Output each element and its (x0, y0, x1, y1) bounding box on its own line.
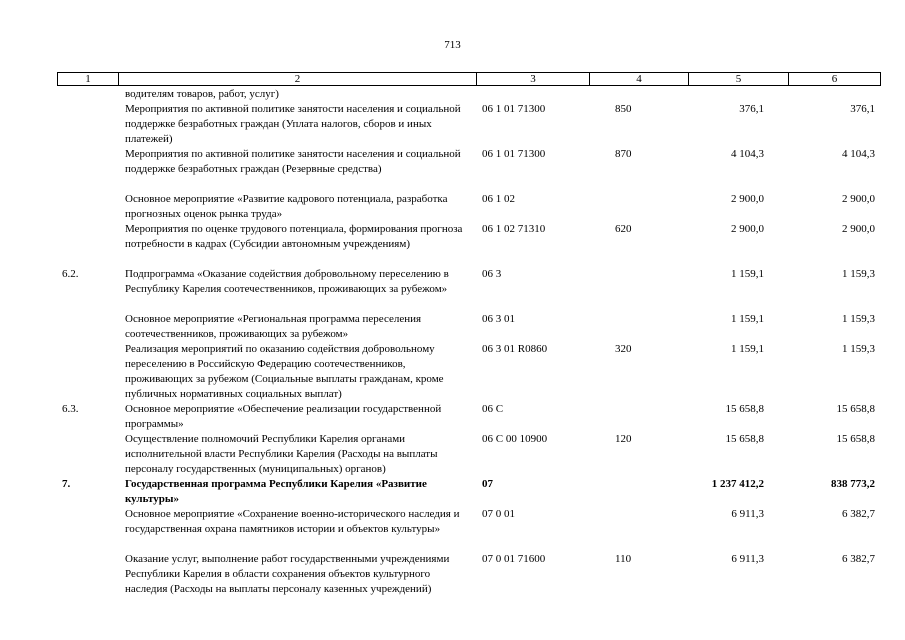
row-name: Основное мероприятие «Региональная программа переселения соотечественников, проживающих за рубежом» (125, 313, 422, 340)
table-row (57, 477, 881, 507)
row-name: водителям товаров, работ, услуг) (125, 88, 279, 100)
row-number: 6.3. (62, 403, 79, 415)
row-code: 06 3 01 (482, 313, 515, 325)
row-code: 07 0 01 (482, 508, 515, 520)
row-name: Основное мероприятие «Обеспечение реализации государственной программы» (125, 403, 442, 430)
row-value-col5: 2 900,0 (731, 193, 764, 205)
row-number: 7. (62, 478, 71, 490)
row-code: 07 (482, 478, 493, 490)
row-name: Реализация мероприятий по оказанию содействия добровольному переселению в Российскую Федерацию соотечественников, проживающих за рубежом (Социальные выплаты гражданам, кроме публичных нормативных социальных выплат) (125, 343, 444, 400)
table-header (57, 72, 881, 86)
table-row (57, 267, 881, 312)
header-col-6: 6 (831, 73, 838, 85)
row-name: Мероприятия по оценке трудового потенциала, формирования прогноза потребности в кадрах (Субсидии автономным учреждениям) (125, 223, 463, 250)
table-row (57, 102, 881, 147)
row-value-col5: 6 911,3 (731, 508, 764, 520)
row-code: 06 1 01 71300 (482, 103, 546, 115)
row-name: Мероприятия по активной политике занятости населения и социальной поддержке безработных граждан (Уплата налогов, сборов и иных платежей) (125, 103, 461, 145)
row-code: 06 3 01 R0860 (482, 343, 548, 355)
row-code: 06 1 02 (482, 193, 515, 205)
row-expense-type: 850 (615, 103, 632, 115)
row-number: 6.2. (62, 268, 79, 280)
table-row (57, 312, 881, 342)
row-expense-type: 120 (615, 433, 632, 445)
row-value-col6: 1 159,3 (842, 268, 875, 280)
table-row (57, 507, 881, 552)
row-name: Оказание услуг, выполнение работ государственными учреждениями Республики Карелия в области сохранения объектов культурного наследия (Расходы на выплаты персоналу казенных учреждений) (125, 553, 450, 595)
row-name: Подпрограмма «Оказание содействия добровольному переселению в Республику Карелия соотечественников, проживающих за рубежом» (125, 268, 449, 295)
row-name: Мероприятия по активной политике занятости населения и социальной поддержке безработных граждан (Резервные средства) (125, 148, 461, 175)
row-value-col5: 2 900,0 (731, 223, 764, 235)
header-col-3: 3 (477, 73, 590, 85)
row-code: 06 1 02 71310 (482, 223, 546, 235)
row-value-col6: 4 104,3 (842, 148, 875, 160)
header-col-5: 5 (689, 73, 789, 85)
header-col-4: 4 (590, 73, 689, 85)
row-value-col5: 1 159,1 (731, 313, 764, 325)
table-row (57, 402, 881, 432)
row-expense-type: 320 (615, 343, 632, 355)
row-value-col5: 15 658,8 (725, 433, 764, 445)
row-value-col6: 376,1 (850, 103, 875, 115)
row-expense-type: 110 (615, 553, 632, 565)
row-name: Государственная программа Республики Карелия «Развитие культуры» (125, 478, 427, 505)
row-value-col5: 15 658,8 (725, 403, 764, 415)
row-value-col6: 15 658,8 (836, 433, 875, 445)
row-code: 06 С (482, 403, 504, 415)
row-value-col6: 838 773,2 (831, 478, 875, 490)
row-value-col5: 1 237 412,2 (711, 478, 764, 490)
row-code: 06 3 (482, 268, 502, 280)
row-value-col6: 2 900,0 (842, 223, 875, 235)
row-name: Основное мероприятие «Развитие кадрового потенциала, разработка прогнозных оценок рынка труда» (125, 193, 448, 220)
table-row (57, 147, 881, 192)
row-value-col5: 376,1 (739, 103, 764, 115)
row-value-col6: 1 159,3 (842, 343, 875, 355)
row-expense-type: 620 (615, 223, 632, 235)
row-expense-type: 870 (615, 148, 632, 160)
table-row (57, 432, 881, 477)
row-value-col6: 2 900,0 (842, 193, 875, 205)
table-row (57, 342, 881, 402)
row-code: 07 0 01 71600 (482, 553, 546, 565)
row-code: 06 1 01 71300 (482, 148, 546, 160)
row-code: 06 С 00 10900 (482, 433, 548, 445)
row-value-col5: 6 911,3 (731, 553, 764, 565)
row-value-col5: 1 159,1 (731, 343, 764, 355)
row-value-col6: 15 658,8 (836, 403, 875, 415)
row-value-col5: 4 104,3 (731, 148, 764, 160)
row-name: Основное мероприятие «Сохранение военно-исторического наследия и государственная охрана памятников истории и объектов культуры» (125, 508, 460, 535)
page-number: 713 (444, 39, 461, 51)
row-value-col5: 1 159,1 (731, 268, 764, 280)
row-value-col6: 1 159,3 (842, 313, 875, 325)
table-row (57, 192, 881, 222)
row-value-col6: 6 382,7 (842, 553, 875, 565)
row-name: Осуществление полномочий Республики Карелия органами исполнительной власти Республики Карелия (Расходы на выплаты персоналу государственных (муниципальных) органов) (125, 433, 438, 475)
header-col-2: 2 (119, 73, 477, 85)
table-row (57, 552, 881, 612)
table-row (57, 87, 881, 102)
table-body (57, 87, 881, 612)
row-value-col6: 6 382,7 (842, 508, 875, 520)
header-col-1: 1 (58, 73, 119, 85)
table-row (57, 222, 881, 267)
